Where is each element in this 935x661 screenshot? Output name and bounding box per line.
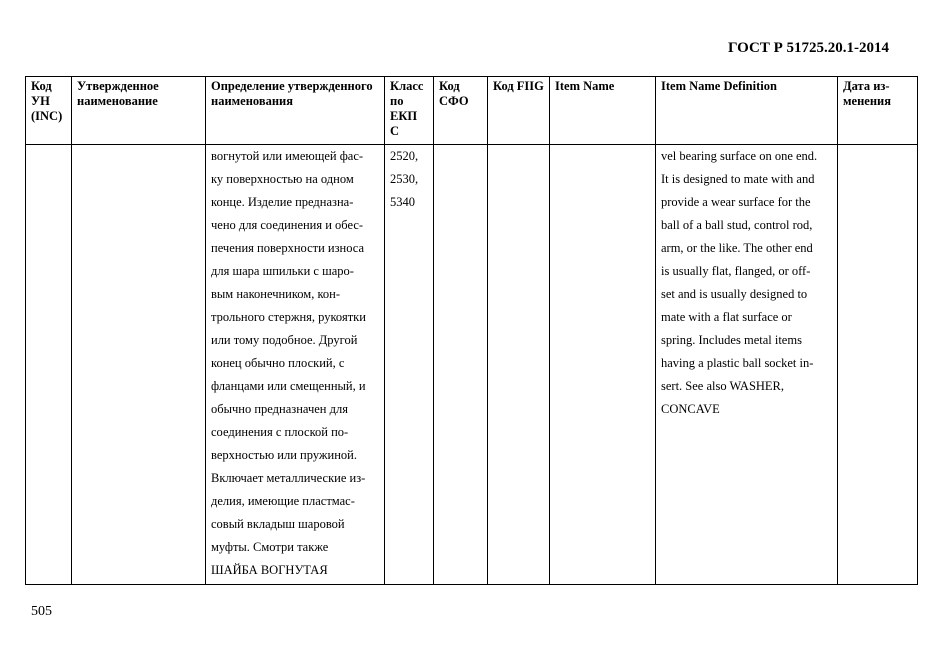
- item-definition-lines: [661, 145, 832, 421]
- class-code: 2530,: [390, 172, 419, 186]
- item-definition-line: arm, or the like. The other end: [661, 241, 813, 255]
- cell-change-date: [838, 145, 918, 585]
- page-number: 505: [31, 604, 52, 619]
- class-code: 2520,: [390, 149, 419, 163]
- definition-line: конце. Изделие предназна-: [211, 195, 354, 209]
- class-lines: [390, 145, 428, 214]
- item-definition-line: set and is usually designed to: [661, 287, 808, 301]
- definition-line: вым наконечником, кон-: [211, 287, 341, 301]
- item-definition-line: spring. Includes metal items: [661, 333, 802, 347]
- column-header-fiig-code: Код FIIG: [488, 77, 550, 145]
- definition-line: ку поверхностью на одном: [211, 172, 354, 186]
- definition-line: верхностью или пружиной.: [211, 448, 357, 462]
- column-header-item-name-definition: Item Name Definition: [656, 77, 838, 145]
- cell-item-name: [550, 145, 656, 585]
- classification-table: [25, 76, 918, 585]
- column-header-change-date: Дата из-менения: [838, 77, 918, 145]
- table-header-row: [26, 77, 918, 145]
- table-row: [26, 145, 918, 585]
- definition-line: конец обычно плоский, с: [211, 356, 345, 370]
- definition-line: печения поверхности износа: [211, 241, 365, 255]
- column-header-sfo-code: Код СФО: [434, 77, 488, 145]
- definition-line: совый вкладыш шаровой: [211, 517, 345, 531]
- cell-item-name-definition: [656, 145, 838, 585]
- item-definition-line: having a plastic ball socket in-: [661, 356, 814, 370]
- definition-lines: [211, 145, 379, 582]
- cell-class: [385, 145, 434, 585]
- column-header-approved-name: Утвержденное наименование: [72, 77, 206, 145]
- document-title: ГОСТ Р 51725.20.1-2014: [727, 40, 889, 56]
- definition-line: вогнутой или имеющей фас-: [211, 149, 364, 163]
- cell-approved-name: [72, 145, 206, 585]
- column-header-definition: Определение утвержденного наименования: [206, 77, 385, 145]
- definition-line: чено для соединения и обес-: [211, 218, 364, 232]
- definition-line: трольного стержня, рукоятки: [211, 310, 366, 324]
- definition-line: для шара шпильки с шаро-: [211, 264, 354, 278]
- definition-line: фланцами или смещенный, и: [211, 379, 366, 393]
- definition-line: обычно предназначен для: [211, 402, 348, 416]
- column-header-inc-code: Код УН (INC): [26, 77, 72, 145]
- definition-line: соединения с плоской по-: [211, 425, 349, 439]
- definition-line: делия, имеющие пластмас-: [211, 494, 355, 508]
- item-definition-line: provide a wear surface for the: [661, 195, 811, 209]
- column-header-item-name: Item Name: [550, 77, 656, 145]
- definition-line: муфты. Смотри также: [211, 540, 329, 554]
- item-definition-line: ball of a ball stud, control rod,: [661, 218, 813, 232]
- item-definition-line: mate with a flat surface or: [661, 310, 792, 324]
- cell-inc-code: [26, 145, 72, 585]
- item-definition-line: CONCAVE: [661, 402, 720, 416]
- item-definition-line: is usually flat, flanged, or off-: [661, 264, 811, 278]
- item-definition-line: sert. See also WASHER,: [661, 379, 785, 393]
- definition-line: или тому подобное. Другой: [211, 333, 358, 347]
- cell-sfo-code: [434, 145, 488, 585]
- column-header-class: Класс по ЕКП С: [385, 77, 434, 145]
- cell-fiig-code: [488, 145, 550, 585]
- definition-line: Включает металлические из-: [211, 471, 366, 485]
- item-definition-line: vel bearing surface on one end.: [661, 149, 818, 163]
- definition-line: ШАЙБА ВОГНУТАЯ: [211, 563, 328, 577]
- item-definition-line: It is designed to mate with and: [661, 172, 815, 186]
- cell-definition: [206, 145, 385, 585]
- class-code: 5340: [390, 195, 415, 209]
